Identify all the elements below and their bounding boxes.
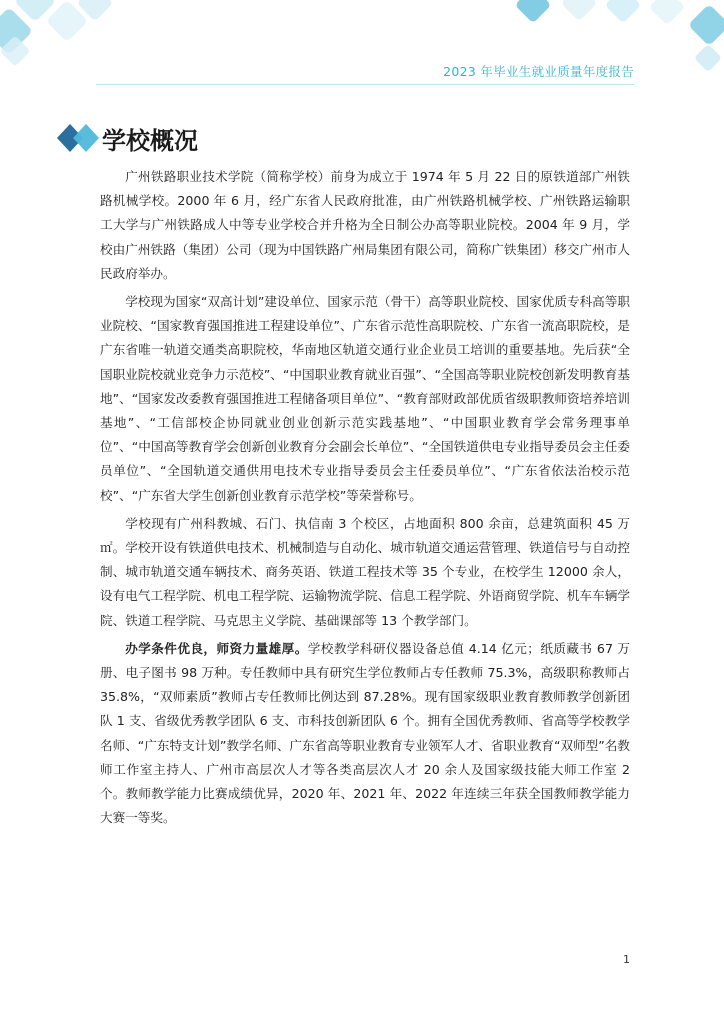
paragraph-faculty-text: 学校教学科研仪器设备总值 4.14 亿元；纸质藏书 67 万册、电子图书 98 万种。专任教师中具有研究生学位教师占专任教师 75.3%，高级职称教师占 35.8%，“双师素质”教师占专任教师比例达到 87.28%。现有国家级职业教育教师教学创新团队 1 支、省级优秀教学团队 6 支、市科技创新团队 6 个。拥有全国优秀教师、省高等学校教学名师、“广东特支计划”教学名师、广东省高等职业教育专业领军人才、省职业教育“双师型”名教师工作室主持人、广州市高层次人才等各类高层次人才 20 余人及国家级技能大师工作室 2 个。教师教学能力比赛成绩优异，2020 年、2021 年、2022 年连续三年获全国教师教学能力大赛一等奖。 (100, 640, 630, 826)
diamond-icon (56, 120, 106, 156)
paragraph-campus: 学校现有广州科教城、石门、执信南 3 个校区，占地面积 800 余亩，总建筑面积 45 万㎡。学校开设有铁道供电技术、机械制造与自动化、城市轨道交通运营管理、铁道信号与自动控制、城市轨道交通车辆技术、商务英语、铁道工程技术等 35 个专业，在校学生 12000 余人，设有电气工程学院、机电工程学院、运输物流学院、信息工程学院、外语商贸学院、机车车辆学院、铁道工程学院、马克思主义学院、基础课部等 13 个教学部门。 (100, 515, 630, 628)
section-heading (56, 118, 198, 158)
page-number: 1 (623, 953, 630, 966)
paragraph-honors: 学校现为国家“双高计划”建设单位、国家示范（骨干）高等职业院校、国家优质专科高等职业院校、“国家教育强国推进工程建设单位”、广东省示范性高职院校、广东省一流高职院校，是广东省唯一轨道交通类高职院校，华南地区轨道交通行业企业员工培训的重要基地。先后获“全国职业院校就业竞争力示范校”、“中国职业教育就业百强”、“全国高等职业院校创新发明教育基地”、“国家发改委教育强国推进工程储备项目单位”、“教育部财政部优质省级职教师资培养培训基地”、“工信部校企协同就业创业创新示范实践基地”、“中国职业教育学会常务理事单位”、“中国高等教育学会创新创业教育分会副会长单位”、“全国铁道供电专业指导委员会主任委员单位”、“全国轨道交通供用电技术专业指导委员会主任委员单位”、“广东省依法治校示范校”、“广东省大学生创新创业教育示范学校”等荣誉称号。 (100, 294, 630, 503)
paragraph-faculty (100, 637, 630, 831)
report-title: 2023 年毕业生就业质量年度报告 (443, 64, 634, 79)
paragraph-faculty-lead: 办学条件优良，师资力量雄厚。 (125, 640, 308, 656)
paragraph-history: 广州铁路职业技术学院（简称学校）前身为成立于 1974 年 5 月 22 日的原铁道部广州铁路机械学校。2000 年 6 月，经广东省人民政府批准，由广州铁路机械学校、广州铁路运输职工大学与广州铁路成人中等专业学校合并升格为全日制公办高等职业院校。2004 年 9 月，学校由广州铁路（集团）公司（现为中国铁路广州局集团有限公司，简称广铁集团）移交广州市人民政府举办。 (100, 169, 630, 281)
section-heading-text: 学校概况 (102, 126, 198, 155)
body-text (100, 165, 630, 834)
header-divider (96, 84, 634, 85)
